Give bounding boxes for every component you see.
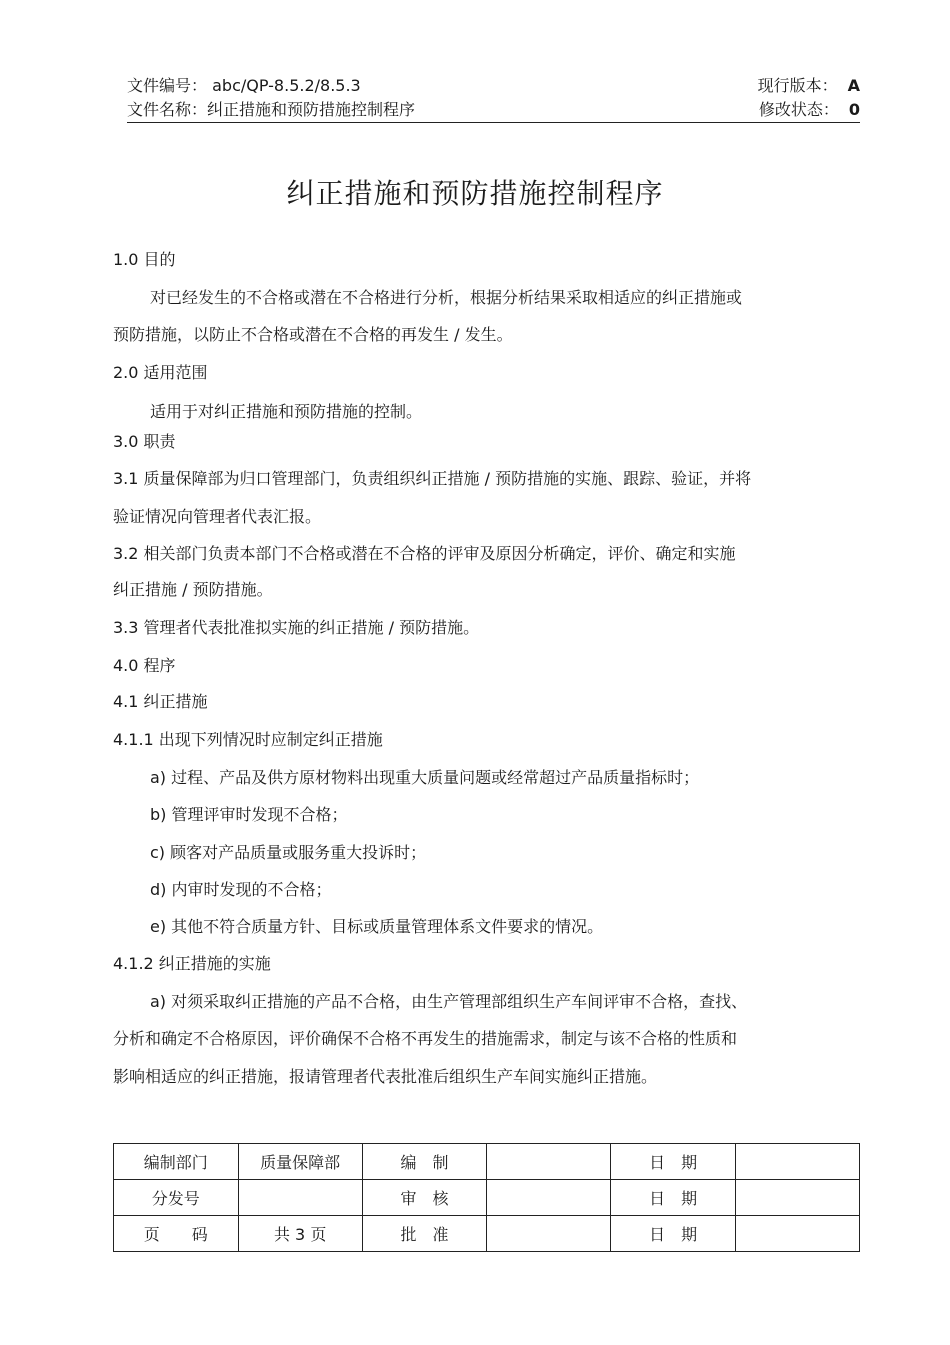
table-cell: 日 期 <box>611 1216 735 1252</box>
version-label: 现行版本： <box>757 76 838 95</box>
paragraph-line: 适用于对纠正措施和预防措施的控制。 <box>150 402 423 421</box>
table-row <box>114 1180 860 1216</box>
table-cell: 页 码 <box>114 1216 239 1252</box>
table-cell: 共 3 页 <box>238 1216 362 1252</box>
section-heading: 1.0 目的 <box>113 250 176 269</box>
list-item: c) 顾客对产品质量或服务重大投诉时； <box>150 843 427 862</box>
table-row <box>114 1216 860 1252</box>
paragraph-line: 预防措施，以防止不合格或潜在不合格的再发生 / 发生。 <box>113 325 513 344</box>
table-cell <box>487 1216 611 1252</box>
section-heading: 3.0 职责 <box>113 432 176 451</box>
table-cell: 编 制 <box>362 1144 486 1180</box>
paragraph-line: 验证情况向管理者代表汇报。 <box>113 507 322 526</box>
list-item: b) 管理评审时发现不合格； <box>150 805 348 824</box>
approval-table <box>113 1143 860 1252</box>
doc-name <box>127 97 415 120</box>
table-cell <box>487 1180 611 1216</box>
table-cell <box>735 1216 859 1252</box>
revision-value: 0 <box>848 100 860 119</box>
list-item: e) 其他不符合质量方针、目标或质量管理体系文件要求的情况。 <box>150 917 604 936</box>
paragraph-line: 对已经发生的不合格或潜在不合格进行分析，根据分析结果采取相适应的纠正措施或 <box>150 288 743 307</box>
doc-number-value: abc/QP-8.5.2/8.5.3 <box>212 76 361 95</box>
list-item: d) 内审时发现的不合格； <box>150 880 332 899</box>
current-version <box>758 73 860 96</box>
section-heading: 4.0 程序 <box>113 656 176 675</box>
paragraph-line: a) 对须采取纠正措施的产品不合格，由生产管理部组织生产车间评审不合格，查找、 <box>150 992 748 1011</box>
header-divider <box>127 122 860 123</box>
table-cell: 编制部门 <box>114 1144 239 1180</box>
revision-status <box>759 97 860 120</box>
table-cell: 批 准 <box>362 1216 486 1252</box>
version-value: A <box>847 76 860 95</box>
section-heading: 2.0 适用范围 <box>113 363 208 382</box>
doc-name-label: 文件名称： <box>127 100 208 119</box>
section-heading: 4.1 纠正措施 <box>113 692 208 711</box>
revision-label: 修改状态： <box>758 100 839 119</box>
table-cell: 日 期 <box>611 1144 735 1180</box>
doc-number <box>127 73 361 96</box>
paragraph-line: 纠正措施 / 预防措施。 <box>113 580 273 599</box>
list-item: a) 过程、产品及供方原材物料出现重大质量问题或经常超过产品质量指标时； <box>150 768 700 787</box>
document-title: 纠正措施和预防措施控制程序 <box>286 177 664 210</box>
section-heading: 4.1.1 出现下列情况时应制定纠正措施 <box>113 730 383 749</box>
paragraph-line: 3.1 质量保障部为归口管理部门，负责组织纠正措施 / 预防措施的实施、跟踪、验证，并将 <box>113 469 752 488</box>
doc-name-value: 纠正措施和预防措施控制程序 <box>207 100 416 119</box>
table-cell <box>238 1180 362 1216</box>
table-row <box>114 1144 860 1180</box>
section-heading: 4.1.2 纠正措施的实施 <box>113 954 271 973</box>
table-cell: 分发号 <box>114 1180 239 1216</box>
table-cell: 审 核 <box>362 1180 486 1216</box>
table-cell: 质量保障部 <box>238 1144 362 1180</box>
paragraph-line: 3.3 管理者代表批准拟实施的纠正措施 / 预防措施。 <box>113 618 480 637</box>
table-cell <box>735 1144 859 1180</box>
table-cell: 日 期 <box>611 1180 735 1216</box>
table-cell <box>735 1180 859 1216</box>
doc-number-label: 文件编号： <box>127 76 208 95</box>
paragraph-line: 影响相适应的纠正措施，报请管理者代表批准后组织生产车间实施纠正措施。 <box>113 1067 658 1086</box>
paragraph-line: 3.2 相关部门负责本部门不合格或潜在不合格的评审及原因分析确定，评价、确定和实施 <box>113 544 736 563</box>
table-cell <box>487 1144 611 1180</box>
paragraph-line: 分析和确定不合格原因，评价确保不合格不再发生的措施需求，制定与该不合格的性质和 <box>113 1029 738 1048</box>
